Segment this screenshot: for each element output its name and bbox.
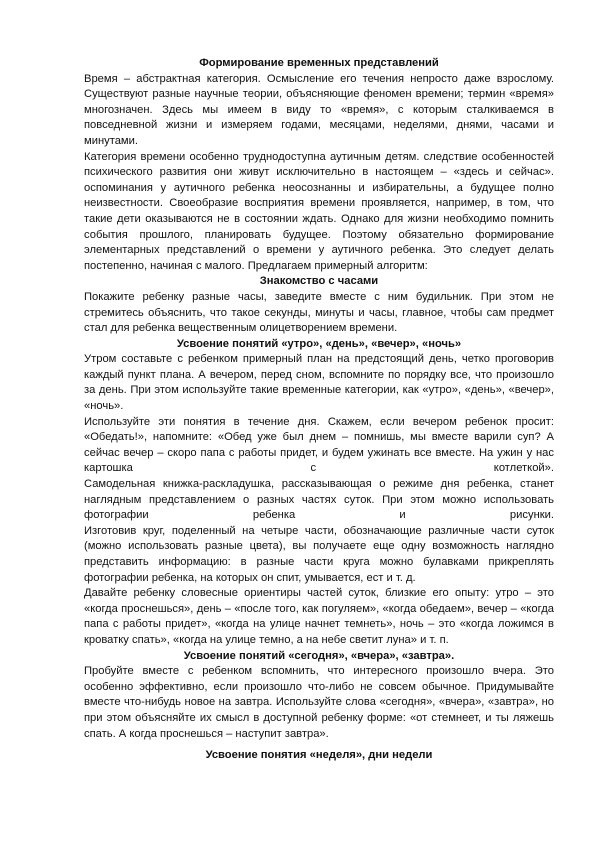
paragraph: Покажите ребенку разные часы, заведите вместе с ним будильник. При этом не стремитесь объяснить, что такое секунды, минуты и часы, главное, чтобы сам предмет стал для ребенка вещественным олицетворением времени. xyxy=(84,290,554,335)
paragraph: Утром составьте с ребенком примерный план на предстоящий день, четко проговорив каждый пункт плана. А вечером, перед сном, вспомните по порядку все, что произошло за день. При этом используйте такие временные категории, как «утро», «день», «вечер», «ночь». xyxy=(84,353,554,413)
paragraph: Самодельная книжка-раскладушка, рассказывающая о режиме дня ребенка, станет наглядным представлением о разных частях суток. При этом можно использовать фотографии ребенка и рисунки. xyxy=(84,478,554,522)
section-heading: Усвоение понятий «сегодня», «вчера», «завтра». xyxy=(183,649,455,662)
paragraph: Пробуйте вместе с ребенком вспомнить, что интересного произошло вчера. Это особенно эффективно, если произошло что-либо не совсем обычное. Придумывайте вместе что-нибудь новое на завтра. Используйте слова «сегодня», «вчера», «завтра», но при этом объясняйте их смысл в доступной ребенку форме: «от стемнеет, и ты ляжешь спать. А когда проснешься – наступит завтра». xyxy=(84,665,554,740)
paragraph: Время – абстрактная категория. Осмысление его течения непросто даже взрослому. Существуют разные научные теории, объясняющие феномен времени; термин «время» многозначен. Здесь мы имеем в виду то «время», с которым сталкиваемся в повседневной жизни и измеряем годами, месяцами, неделями, днями, часами и минутами. xyxy=(84,72,554,147)
paragraph: Категория времени особенно труднодоступна аутичным детям. следствие особенностей психического развития они живут исключительно в настоящем – «здесь и сейчас». оспоминания у аутичного ребенка неосознанны и избирательны, а будущее полно неизвестности. Своеобразие восприятия времени проявляется, например, в том, что такие дети оказываются не в состоянии ждать. Однако для жизни необходимо помнить события прошлого, планировать будущее. Поэтому обязательно формирование элементарных представлений о времени у аутичного ребенка. Это следует делать постепенно, начиная с малого. Предлагаем примерный алгоритм: xyxy=(84,150,554,272)
paragraph: Давайте ребенку словесные ориентиры частей суток, близкие его опыту: утро – это «когда проснешься», день – «после того, как погуляем», «когда обедаем», вечер – «когда папа с работы придет», «когда на улице начнет темнеть», ночь – это «когда ложимся в кроватку спать», «когда на улице темно, а на небе светит луна» и т. п. xyxy=(84,587,554,646)
paragraph: Используйте эти понятия в течение дня. Скажем, если вечером ребенок просит: «Обедать!», напомните: «Обед уже был днем – помнишь, мы вместе варили суп? А сейчас вечер – скоро папа с работы придет, и будем ужинать все вместе. На ужин у нас картошка с котлеткой». xyxy=(84,415,554,475)
document-title: Формирование временных представлений xyxy=(199,57,439,69)
paragraph: Изготовив круг, поделенный на четыре части, обозначающие различные части суток (можно использовать разные цвета), вы получаете еще одну возможность наглядно представить информацию: в разные части круга можно булавками прикреплять фотографии ребенка, на которых он спит, умывается, ест и т. д. xyxy=(84,524,554,584)
section-heading: Усвоение понятия «неделя», дни недели xyxy=(205,749,433,762)
document-page xyxy=(84,56,554,764)
section-heading: Знакомство с часами xyxy=(259,275,379,288)
section-heading: Усвоение понятий «утро», «день», «вечер», «ночь» xyxy=(176,337,462,350)
